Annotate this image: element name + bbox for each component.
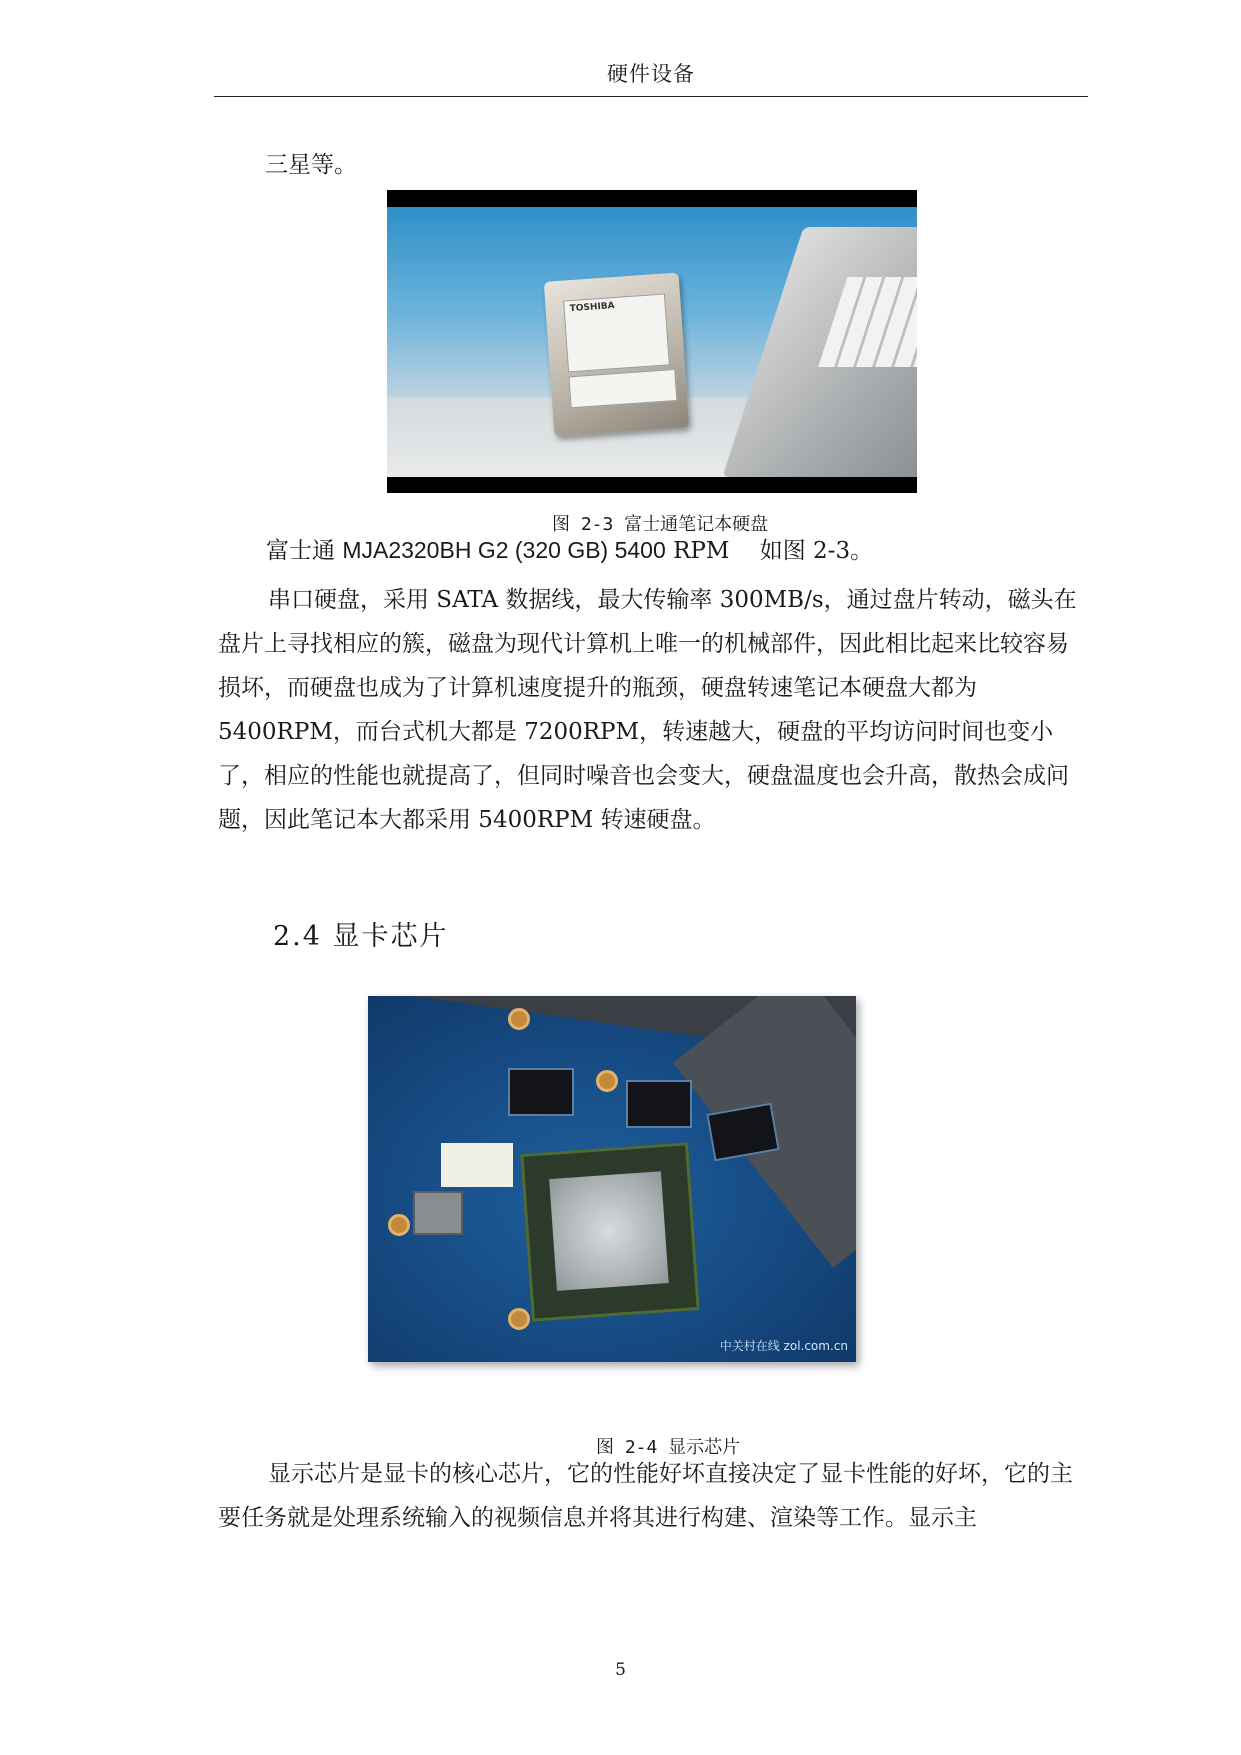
figure2-caption: 图 2-4 显示芯片 xyxy=(596,1437,741,1458)
model-name: MJA2320BH G2 (320 GB) 5400 xyxy=(342,537,666,563)
gpu-chip-figure xyxy=(368,996,856,1362)
memory-chip xyxy=(626,1080,692,1128)
gpu-package xyxy=(520,1142,699,1321)
thermal-pad xyxy=(441,1143,513,1187)
watermark: 中关村在线 zol.com.cn xyxy=(719,1339,848,1353)
page-header: 硬件设备 xyxy=(607,62,695,86)
page-number: 5 xyxy=(615,1660,626,1680)
hard-disk-image xyxy=(544,272,689,436)
mount-hole xyxy=(596,1070,618,1092)
mount-hole xyxy=(508,1008,530,1030)
model-suffix: RPM 如图 2-3。 xyxy=(673,538,874,564)
laptop-image xyxy=(722,227,917,477)
hdd-sticker xyxy=(568,369,677,408)
figure1-caption: 图 2-3 富士通笔记本硬盘 xyxy=(552,514,769,535)
header-divider xyxy=(214,96,1088,97)
hard-disk-figure xyxy=(387,190,917,493)
model-prefix: 富士通 xyxy=(266,538,335,564)
hdd-brand: TOSHIBA xyxy=(569,301,615,315)
mount-hole xyxy=(508,1308,530,1330)
section-title: 2.4 显卡芯片 xyxy=(273,921,449,952)
mount-hole xyxy=(388,1214,410,1236)
model-line xyxy=(266,528,1136,573)
paragraph-gpu: 显示芯片是显卡的核心芯片，它的性能好坏直接决定了显卡性能的好坏，它的主要任务就是处理系统输入的视频信息并将其进行构建、渲染等工作。显示主 xyxy=(218,1461,1073,1531)
inductor xyxy=(413,1191,463,1235)
paragraph-hard-disk: 串口硬盘，采用 SATA 数据线，最大传输率 300MB/s，通过盘片转动，磁头在盘片上寻找相应的簇，磁盘为现代计算机上唯一的机械部件，因此相比起来比较容易损坏，而硬盘也成为了计算机速度提升的瓶颈，硬盘转速笔记本硬盘大都为 5400RPM，而台式机大都是 7200RPM，转速越大，硬盘的平均访问时间也变小了，相应的性能也就提高了，但同时噪音也会变大，硬盘温度也会升高，散热会成问题，因此笔记本大都采用 5400RPM 转速硬盘。 xyxy=(218,587,1077,833)
hard-disk-photo xyxy=(387,207,917,477)
gpu-die xyxy=(549,1171,669,1291)
intro-line: 三星等。 xyxy=(265,152,357,178)
laptop-keyboard xyxy=(818,277,917,367)
memory-chip xyxy=(508,1068,574,1116)
